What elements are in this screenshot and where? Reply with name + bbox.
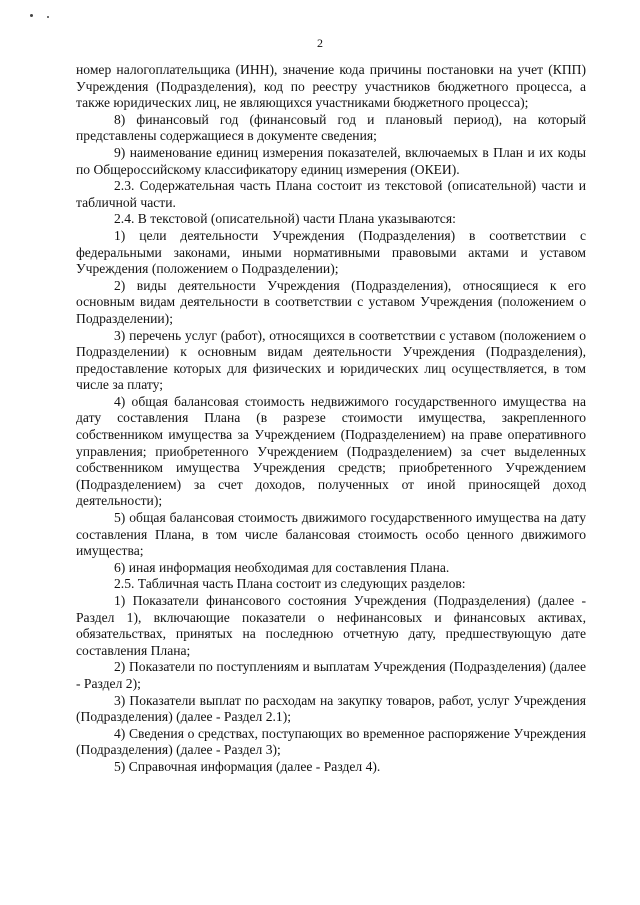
page-number: 2	[317, 36, 323, 50]
paragraph: 5) Справочная информация (далее - Раздел 4).	[114, 758, 381, 774]
scan-speck	[30, 14, 33, 17]
paragraph: 2.3. Содержательная часть Плана состоит из текстовой (описательной) части и табличной части.	[76, 178, 586, 210]
paragraph: 2.4. В текстовой (описательной) части Плана указываются:	[114, 211, 456, 227]
paragraph: 8) финансовый год (финансовый год и плановый период), на который представлены содержащиеся в документе сведения;	[76, 111, 586, 144]
paragraph: 6) иная информация необходимая для составления Плана.	[114, 559, 450, 575]
paragraph: 1) Показатели финансового состояния Учреждения (Подразделения) (далее - Раздел 1), включающие показатели о нефинансовых и финансовых активах, обязательствах, принятых на последнюю отчетную дату, предшествующую дате составления Плана;	[76, 593, 586, 658]
paragraph: 2.5. Табличная часть Плана состоит из следующих разделов:	[114, 576, 466, 592]
paragraph: 2) виды деятельности Учреждения (Подразделения), относящиеся к его основным видам деятельности в соответствии с уставом Учреждения (положением о Подразделении);	[76, 277, 586, 326]
scan-speck	[47, 16, 49, 18]
paragraph: 9) наименование единиц измерения показателей, включаемых в План и их коды по Общероссийскому классификатору единиц измерения (ОКЕИ).	[76, 144, 586, 177]
paragraph: 4) общая балансовая стоимость недвижимого государственного имущества на дату составления Плана (в разрезе стоимости имущества, закрепленного собственником имущества за Учреждением (Подразделением) на праве оперативного управления; приобретенного Учреждением (Подразделением) за счет выделенных собственником имущества Учреждения средств; приобретенного Учреждением (Подразделением) за счет доходов, полученных от иной приносящей доход деятельности);	[76, 393, 586, 509]
paragraph: 2) Показатели по поступлениям и выплатам Учреждения (Подразделения) (далее - Раздел 2);	[76, 659, 586, 691]
paragraph: 1) цели деятельности Учреждения (Подразделения) в соответствии с федеральными законами, иными нормативными правовыми актами и уставом Учреждения (положением о Подразделении);	[76, 227, 586, 277]
paragraph: номер налогоплательщика (ИНН), значение кода причины постановки на учет (КПП) Учреждения (Подразделения), код по реестру участников бюджетного процесса, а также юридических лиц, не являющихся участниками бюджетного процесса);	[76, 62, 586, 111]
paragraph: 3) Показатели выплат по расходам на закупку товаров, работ, услуг Учреждения (Подразделения) (далее - Раздел 2.1);	[76, 692, 586, 725]
paragraph: 3) перечень услуг (работ), относящихся в соответствии с уставом (положением о Подразделении) к основным видам деятельности Учреждения (Подразделения), предоставление которых для физических и юридических лиц осуществляется, в том числе за плату;	[76, 327, 586, 393]
paragraph: 5) общая балансовая стоимость движимого государственного имущества на дату составления Плана, в том числе балансовая стоимость особо ценного движимого имущества;	[76, 510, 586, 559]
document-body	[76, 62, 586, 776]
paragraph: 4) Сведения о средствах, поступающих во временное распоряжение Учреждения (Подразделения) (далее - Раздел 3);	[76, 725, 586, 758]
